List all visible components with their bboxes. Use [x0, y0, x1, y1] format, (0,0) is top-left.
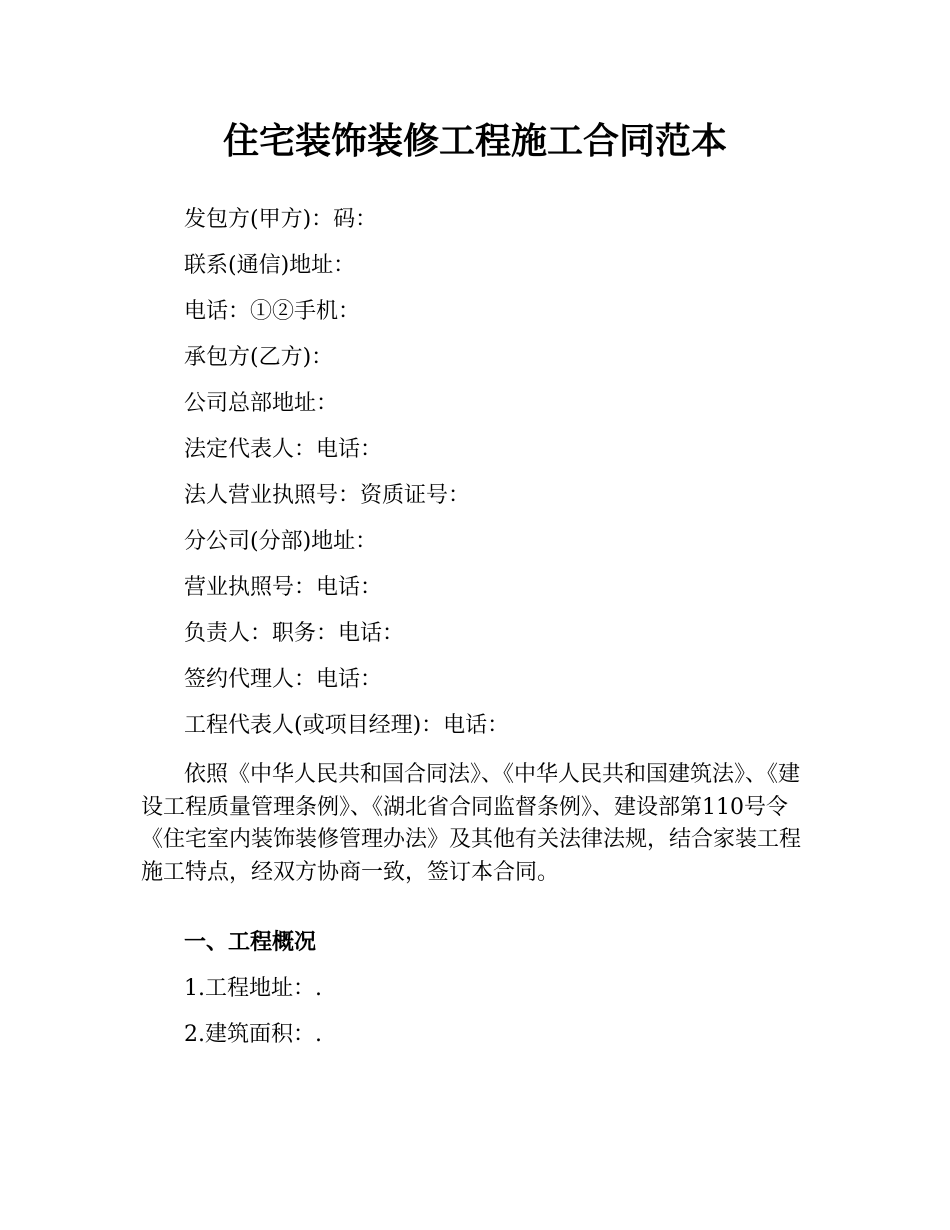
contractor-name-field: 承包方(乙方)： — [184, 345, 334, 370]
contact-address-field: 联系(通信)地址： — [184, 253, 356, 278]
branch-license-field: 营业执照号：电话： — [184, 575, 383, 600]
person-in-charge-field: 负责人：职务：电话： — [184, 621, 405, 646]
employer-name-field: 发包方(甲方)：码： — [184, 207, 378, 232]
building-area-item: 2.建筑面积：. — [184, 1022, 322, 1047]
branch-address-field: 分公司(分部)地址： — [184, 529, 378, 554]
project-representative-field: 工程代表人(或项目经理)：电话： — [184, 713, 510, 738]
document-title: 住宅装饰装修工程施工合同范本 — [222, 121, 727, 162]
business-license-field: 法人营业执照号：资质证号： — [184, 483, 471, 508]
legal-representative-field: 法定代表人：电话： — [184, 437, 383, 462]
phone-mobile-field: 电话：①②手机： — [184, 299, 361, 324]
headquarters-address-field: 公司总部地址： — [184, 391, 339, 416]
project-address-item: 1.工程地址：. — [184, 976, 322, 1001]
signing-agent-field: 签约代理人：电话： — [184, 667, 383, 692]
legal-basis-paragraph: 依照《中华人民共和国合同法》、《中华人民共和国建筑法》、《建设工程质量管理条例》、《湖北省合同监督条例》、建设部第110号令《住宅室内装饰装修管理办法》及其他有关法律法规，结合家装工程施工特点，经双方协商一致，签订本合同。 — [141, 762, 802, 885]
section-heading-project-overview: 一、工程概况 — [184, 930, 317, 955]
